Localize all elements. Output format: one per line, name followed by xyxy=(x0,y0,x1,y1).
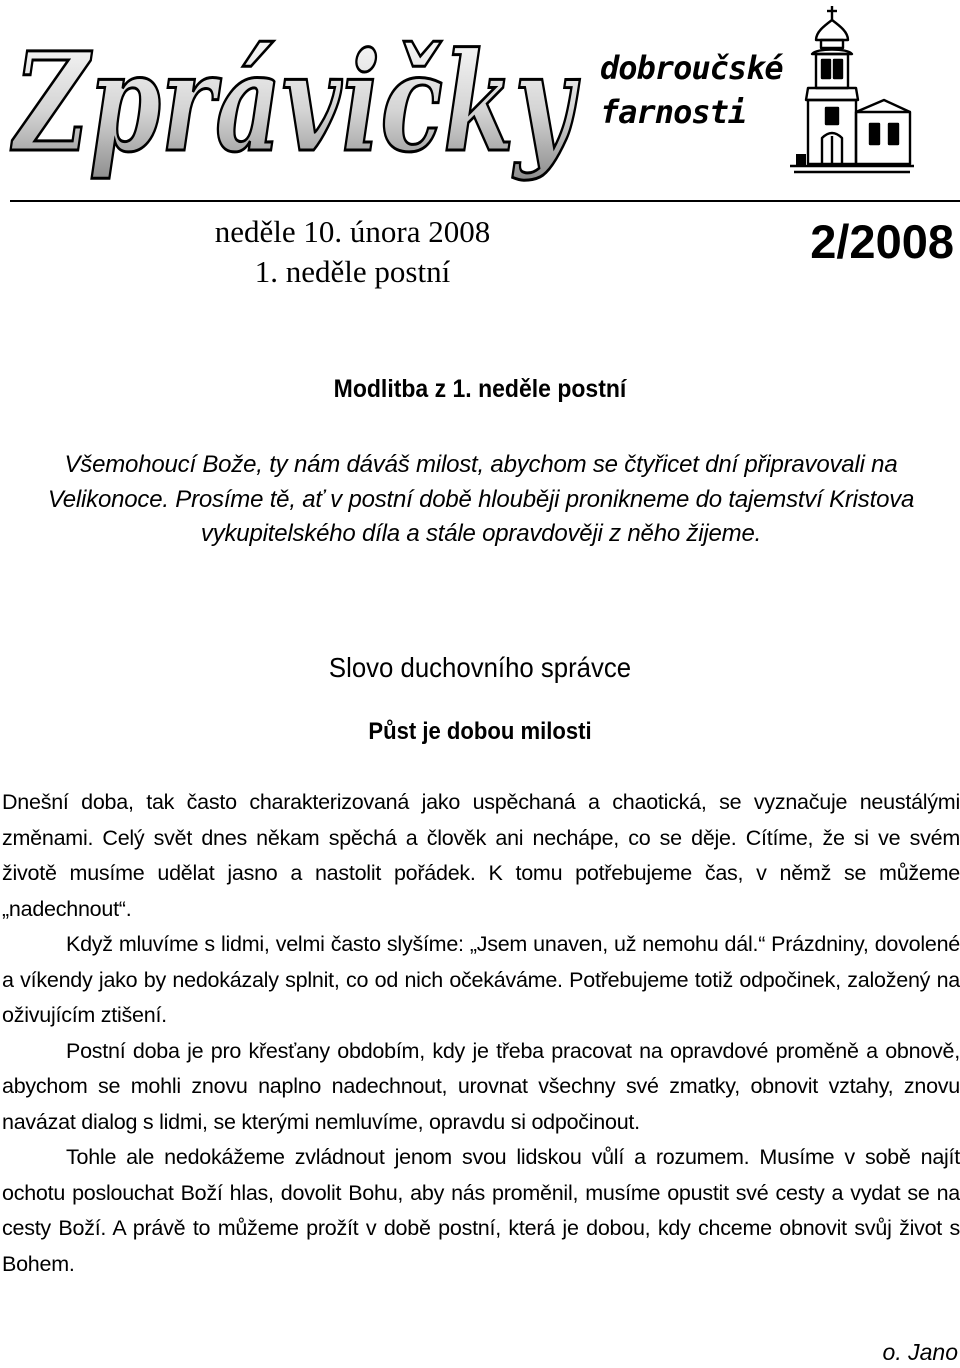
logo-text: Zprávičky xyxy=(10,23,581,183)
newsletter-logo xyxy=(0,0,600,205)
article-paragraph-1: Dnešní doba, tak často charakterizovaná jako uspěchaná a chaotická, se vyznačuje neustálými změnami. Celý svět dnes někam spěchá a člověk ani nechápe, co se děje. Cítíme, že si ve svém životě musíme udělat jasno a nastolit pořádek. K tomu potřebujeme čas, v němž se můžeme „nadechnout“. xyxy=(2,790,960,921)
author-signature: o. Jano xyxy=(882,1339,958,1365)
parish-subtitle xyxy=(600,46,783,134)
article-headline: Půst je dobou milosti xyxy=(368,718,592,745)
article-paragraph-4: Tohle ale nedokážeme zvládnout jenom svou lidskou vůlí a rozumem. Musíme v sobě najít ochotu poslouchat Boží hlas, dovolit Bohu, aby nás proměnil, musíme opustit své cesty a vydat se na cesty Boží. A právě to můžeme prožít v době postní, která je dobou, kdy chceme obnovit svůj život s Bohem. xyxy=(2,1145,960,1276)
header-divider xyxy=(10,200,960,202)
prayer-title: Modlitba z 1. neděle postní xyxy=(333,375,627,403)
section-title: Slovo duchovního správce xyxy=(328,652,632,683)
article-paragraph-2: Když mluvíme s lidmi, velmi často slyšíme: „Jsem unaven, už nemohu dál.“ Prázdniny, dovolené a víkendy jako by nedokázaly splnit, co od nich očekáváme. Potřebujeme totiž odpočinek, založený na oživujícím ztišení. xyxy=(2,932,960,1027)
subtitle-line-1: dobroučské xyxy=(600,49,783,87)
issue-date-block xyxy=(150,212,555,292)
issue-date: neděle 10. února 2008 xyxy=(214,214,491,249)
prayer-text: Všemohoucí Bože, ty nám dáváš milost, abychom se čtyřicet dní připravovali na Velikonoce. Prosíme tě, ať v postní době hlouběji pronikneme do tajemství Kristova vykupitelského díla a stále opravdověji z něho žijeme. xyxy=(47,451,915,547)
issue-number: 2/2008 xyxy=(810,215,954,268)
church-illustration xyxy=(786,4,916,176)
article-body xyxy=(2,785,960,1282)
liturgical-day: 1. neděle postní xyxy=(254,254,451,289)
article-paragraph-3: Postní doba je pro křesťany obdobím, kdy je třeba pracovat na opravdové proměně a obnově, abychom se mohli znovu naplno nadechnout, urovnat všechny své zmatky, obnovit vztahy, znovu navázat dialog s lidmi, se kterými nemluvíme, opravdu si odpočinout. xyxy=(2,1038,960,1134)
subtitle-line-2: farnosti xyxy=(600,93,747,131)
masthead xyxy=(0,0,960,205)
